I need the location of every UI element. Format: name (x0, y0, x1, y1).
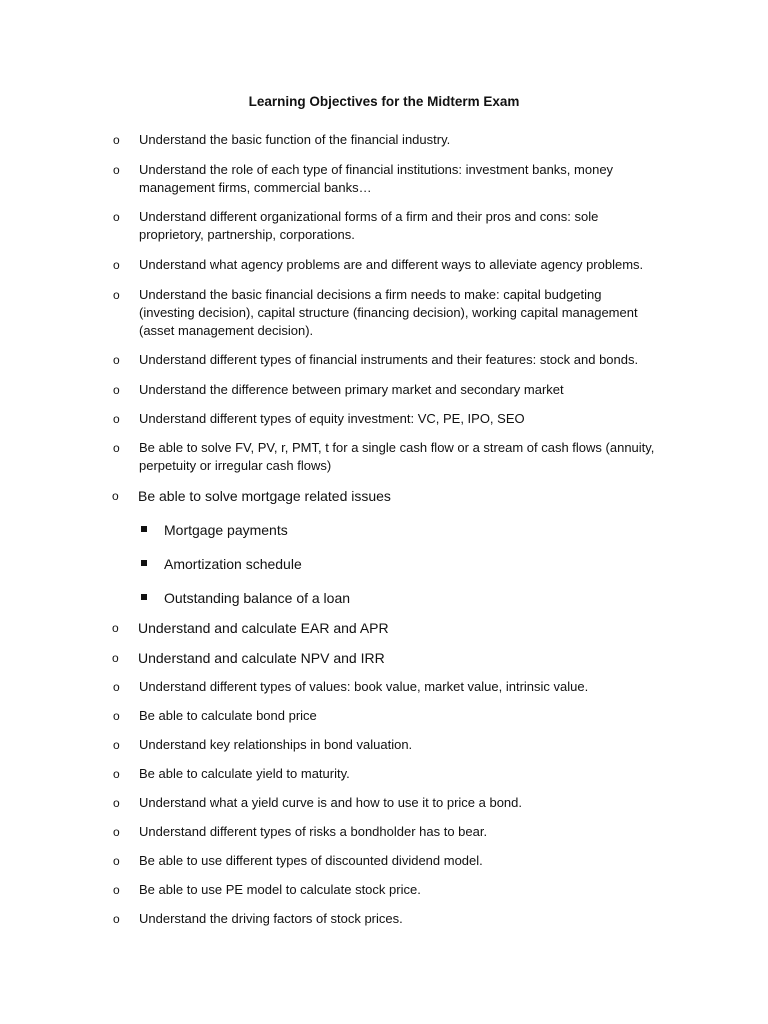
page-title: Learning Objectives for the Midterm Exam (248, 94, 520, 109)
list-item-text: Be able to solve FV, PV, r, PMT, t for a single cash flow or a stream of cash flows (annuity, perpetuity or irregular cash flows) (139, 440, 655, 473)
circle-bullet-icon: o (112, 489, 119, 503)
circle-bullet-icon: o (113, 210, 120, 224)
list-item-text: Understand the driving factors of stock prices. (139, 911, 403, 926)
list-item-text: Be able to solve mortgage related issues (138, 488, 391, 504)
circle-bullet-icon: o (113, 854, 120, 868)
circle-bullet-icon: o (112, 651, 119, 665)
list-item-text: Be able to use PE model to calculate stock price. (139, 882, 421, 897)
circle-bullet-icon: o (113, 767, 120, 781)
list-item-text: Understand different types of risks a bondholder has to bear. (139, 824, 488, 839)
circle-bullet-icon: o (113, 383, 120, 397)
list-item-text: Understand the basic function of the financial industry. (139, 132, 451, 147)
circle-bullet-icon: o (113, 441, 120, 455)
list-item-text: Understand and calculate EAR and APR (138, 620, 389, 636)
circle-bullet-icon: o (113, 883, 120, 897)
circle-bullet-icon: o (113, 288, 120, 302)
list-item-text: Understand the basic financial decisions a firm needs to make: capital budgeting (investing decision), capital structure (financing decision), working capital management (asset management decision). (139, 287, 638, 338)
circle-bullet-icon: o (112, 621, 119, 635)
circle-bullet-icon: o (113, 412, 120, 426)
circle-bullet-icon: o (113, 163, 120, 177)
list-item-text: Understand what a yield curve is and how to use it to price a bond. (139, 795, 522, 810)
sub-list-item-text: Amortization schedule (164, 556, 302, 572)
circle-bullet-icon: o (113, 353, 120, 367)
circle-bullet-icon: o (113, 709, 120, 723)
list-item-text: Understand different types of equity investment: VC, PE, IPO, SEO (139, 411, 525, 426)
square-bullet-icon (141, 526, 147, 532)
square-bullet-icon (141, 594, 147, 600)
circle-bullet-icon: o (113, 912, 120, 926)
list-item-text: Understand different types of values: book value, market value, intrinsic value. (139, 679, 589, 694)
list-item-text: Be able to calculate yield to maturity. (139, 766, 350, 781)
sub-list-item-text: Mortgage payments (164, 522, 288, 538)
list-item-text: Understand the difference between primary market and secondary market (139, 382, 564, 397)
list-item-text: Be able to calculate bond price (139, 708, 317, 723)
list-item-text: Understand different organizational forms of a firm and their pros and cons: sole proprietory, partnership, corporations. (139, 209, 599, 242)
sub-list-item-text: Outstanding balance of a loan (164, 590, 351, 606)
circle-bullet-icon: o (113, 825, 120, 839)
square-bullet-icon (141, 560, 147, 566)
list-item-text: Understand key relationships in bond valuation. (139, 737, 413, 752)
list-item-text: Understand the role of each type of financial institutions: investment banks, money management firms, commercial banks… (139, 162, 614, 195)
circle-bullet-icon: o (113, 738, 120, 752)
list-item-text: Understand what agency problems are and different ways to alleviate agency problems. (139, 257, 644, 272)
list-item-text: Understand and calculate NPV and IRR (138, 650, 385, 666)
circle-bullet-icon: o (113, 133, 120, 147)
circle-bullet-icon: o (113, 680, 120, 694)
list-item-text: Understand different types of financial instruments and their features: stock and bonds. (139, 352, 639, 367)
circle-bullet-icon: o (113, 796, 120, 810)
list-item-text: Be able to use different types of discounted dividend model. (139, 853, 483, 868)
circle-bullet-icon: o (113, 258, 120, 272)
